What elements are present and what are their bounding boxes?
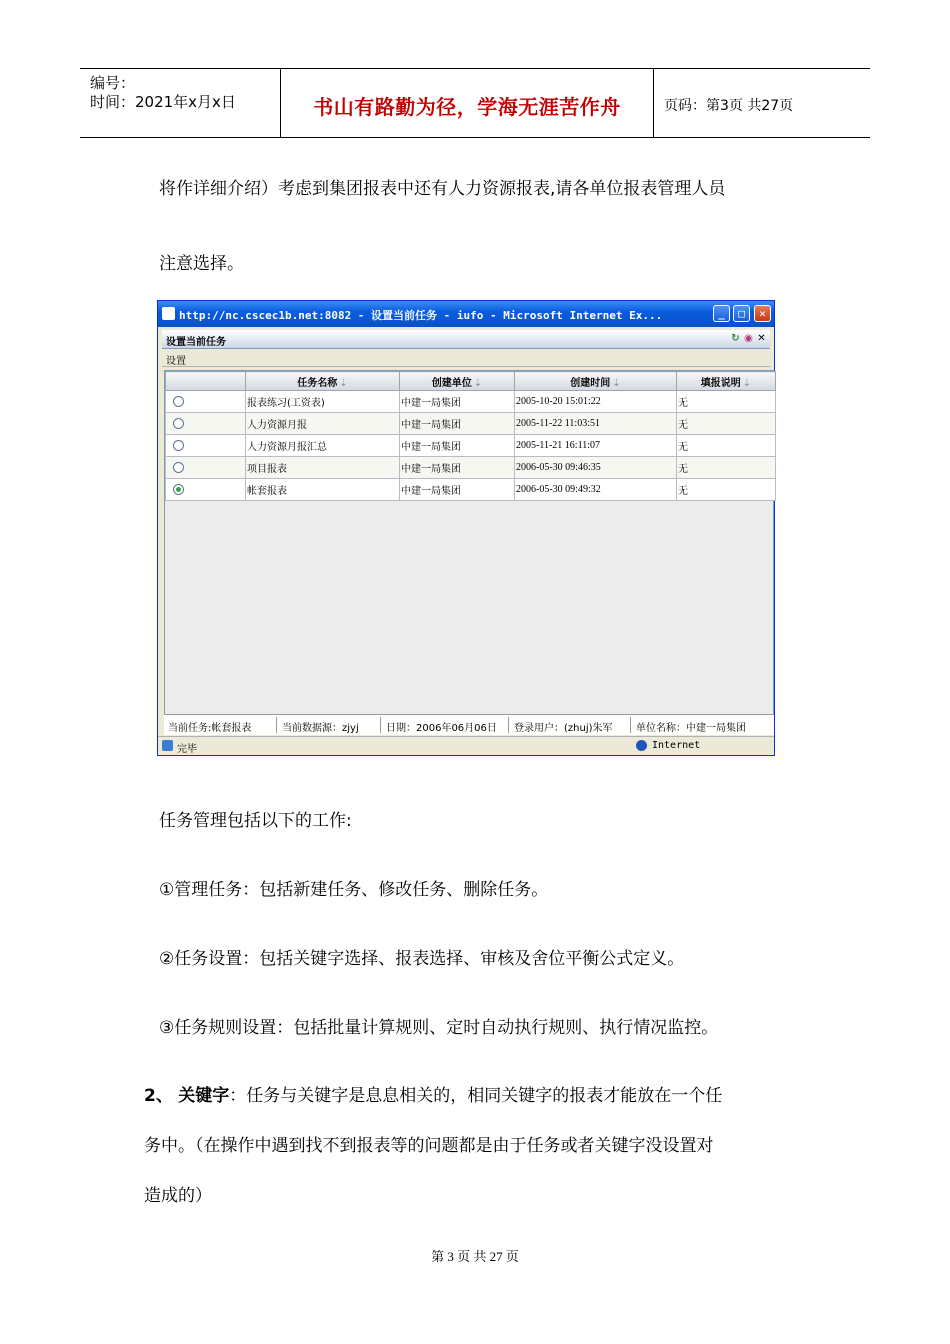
header-page-number: 页码：第3页 共27页 (664, 98, 794, 114)
header-right-cell (654, 69, 870, 137)
panel-title-bar (162, 330, 770, 349)
paragraph-8: 务中。（在操作中遇到找不到报表等的问题都是由于任务或者关键字没设置对 (144, 1136, 714, 1156)
paragraph-3: 任务管理包括以下的工作: (159, 811, 352, 831)
document-date: 时间：2021年x月x日 (90, 93, 236, 111)
window-title: http://nc.cscec1b.net:8082 - 设置当前任务 - iufo - Microsoft Internet Ex... (179, 309, 663, 322)
status-divider (380, 717, 381, 733)
time-cell: 2006-05-30 09:49:32 (515, 479, 677, 501)
column-header-unit[interactable] (400, 372, 515, 391)
header-center-cell (281, 69, 654, 137)
column-header-label: 任务名称 (297, 377, 338, 389)
note-cell: 无 (677, 435, 776, 457)
section-text: ：任务与关键字是息息相关的，相同关键字的报表才能放在一个任 (229, 1086, 723, 1106)
column-header-time[interactable] (515, 372, 677, 391)
sort-icon: ⇣ (473, 377, 483, 389)
task-grid (164, 370, 774, 732)
table-row[interactable] (166, 435, 776, 457)
unit-cell: 中建一局集团 (400, 479, 515, 501)
table-row[interactable] (166, 479, 776, 501)
status-divider (276, 717, 277, 733)
row-radio-button-selected[interactable] (173, 484, 184, 495)
row-select-cell[interactable] (166, 457, 246, 479)
time-cell: 2006-05-30 09:46:35 (515, 457, 677, 479)
table-row[interactable] (166, 413, 776, 435)
table-row[interactable] (166, 457, 776, 479)
column-header-select (166, 372, 246, 391)
table-row[interactable] (166, 391, 776, 413)
task-name-cell: 报表练习(工资表) (246, 391, 400, 413)
column-header-label: 创建时间 (570, 377, 611, 389)
column-header-label: 创建单位 (431, 377, 472, 389)
row-radio-button[interactable] (173, 462, 184, 473)
minimize-icon[interactable]: _ (713, 305, 730, 322)
page-footer: 第 3 页 共 27 页 (431, 1249, 519, 1264)
security-zone: Internet (652, 740, 701, 751)
note-cell: 无 (677, 391, 776, 413)
column-header-task-name[interactable] (246, 372, 400, 391)
status-org: 单位名称：中建一局集团 (636, 723, 746, 734)
sort-icon: ⇣ (339, 377, 348, 389)
row-select-cell[interactable] (166, 413, 246, 435)
section-title: 关键字 (178, 1086, 230, 1106)
list-item-2: ②任务设置：包括关键字选择、报表选择、审核及舍位平衡公式定义。 (159, 949, 685, 969)
help-icon[interactable]: ◉ (744, 333, 753, 344)
paragraph-2: 注意选择。 (159, 254, 244, 274)
task-name-cell: 人力资源月报汇总 (246, 435, 400, 457)
ie-status-text: 完毕 (177, 744, 197, 755)
status-divider (508, 717, 509, 733)
list-item-3: ③任务规则设置：包括批量计算规则、定时自动执行规则、执行情况监控。 (159, 1018, 719, 1038)
page-done-icon (162, 740, 173, 751)
time-cell: 2005-10-20 15:01:22 (515, 391, 677, 413)
row-radio-button[interactable] (173, 418, 184, 429)
unit-cell: 中建一局集团 (400, 391, 515, 413)
row-select-cell[interactable] (166, 479, 246, 501)
unit-cell: 中建一局集团 (400, 457, 515, 479)
header-motto: 书山有路勤为径，学海无涯苦作舟 (313, 95, 621, 119)
list-item-1: ①管理任务：包括新建任务、修改任务、删除任务。 (159, 880, 549, 900)
row-select-cell[interactable] (166, 435, 246, 457)
status-data-source: 当前数据源：zjyj (282, 723, 359, 734)
unit-cell: 中建一局集团 (400, 413, 515, 435)
status-date: 日期：2006年06月06日 (386, 723, 497, 734)
menu-bar (162, 350, 770, 367)
note-cell: 无 (677, 479, 776, 501)
page-header (80, 68, 870, 138)
task-name-cell: 帐套报表 (246, 479, 400, 501)
maximize-icon[interactable]: □ (733, 305, 750, 322)
paragraph-1: 将作详细介绍）考虑到集团报表中还有人力资源报表,请各单位报表管理人员 (159, 179, 726, 199)
close-icon[interactable]: ✕ (754, 305, 771, 322)
status-current-task: 当前任务:帐套报表 (168, 723, 252, 734)
menu-item-settings[interactable]: 设置 (166, 356, 186, 367)
ie-status-bar (158, 736, 774, 755)
row-select-cell[interactable] (166, 391, 246, 413)
panel-title: 设置当前任务 (166, 337, 226, 348)
time-cell: 2005-11-22 11:03:51 (515, 413, 677, 435)
sort-icon: ⇣ (612, 377, 621, 389)
document-number: 编号： (90, 74, 136, 92)
grid-header-row (166, 372, 776, 391)
panel-close-icon[interactable]: ✕ (757, 333, 766, 344)
header-left-cell (80, 69, 281, 137)
paragraph-9: 造成的） (144, 1186, 212, 1206)
time-cell: 2005-11-21 16:11:07 (515, 435, 677, 457)
ie-window-screenshot (157, 300, 775, 756)
section-number: 2、 (144, 1086, 173, 1106)
app-status-bar (164, 714, 774, 735)
unit-cell: 中建一局集团 (400, 435, 515, 457)
window-title-bar (158, 301, 774, 327)
task-name-cell: 项目报表 (246, 457, 400, 479)
globe-icon (636, 740, 647, 751)
column-header-note[interactable] (677, 372, 776, 391)
row-radio-button[interactable] (173, 440, 184, 451)
note-cell: 无 (677, 457, 776, 479)
status-user: 登录用户：(zhuj)朱军 (514, 723, 613, 734)
note-cell: 无 (677, 413, 776, 435)
ie-page-icon (162, 307, 175, 320)
section-2-paragraph (144, 1081, 722, 1106)
row-radio-button[interactable] (173, 396, 184, 407)
task-name-cell: 人力资源月报 (246, 413, 400, 435)
column-header-label: 填报说明 (700, 377, 741, 389)
sort-icon: ⇣ (742, 377, 752, 389)
refresh-icon[interactable]: ↻ (731, 333, 740, 344)
status-divider (630, 717, 631, 733)
